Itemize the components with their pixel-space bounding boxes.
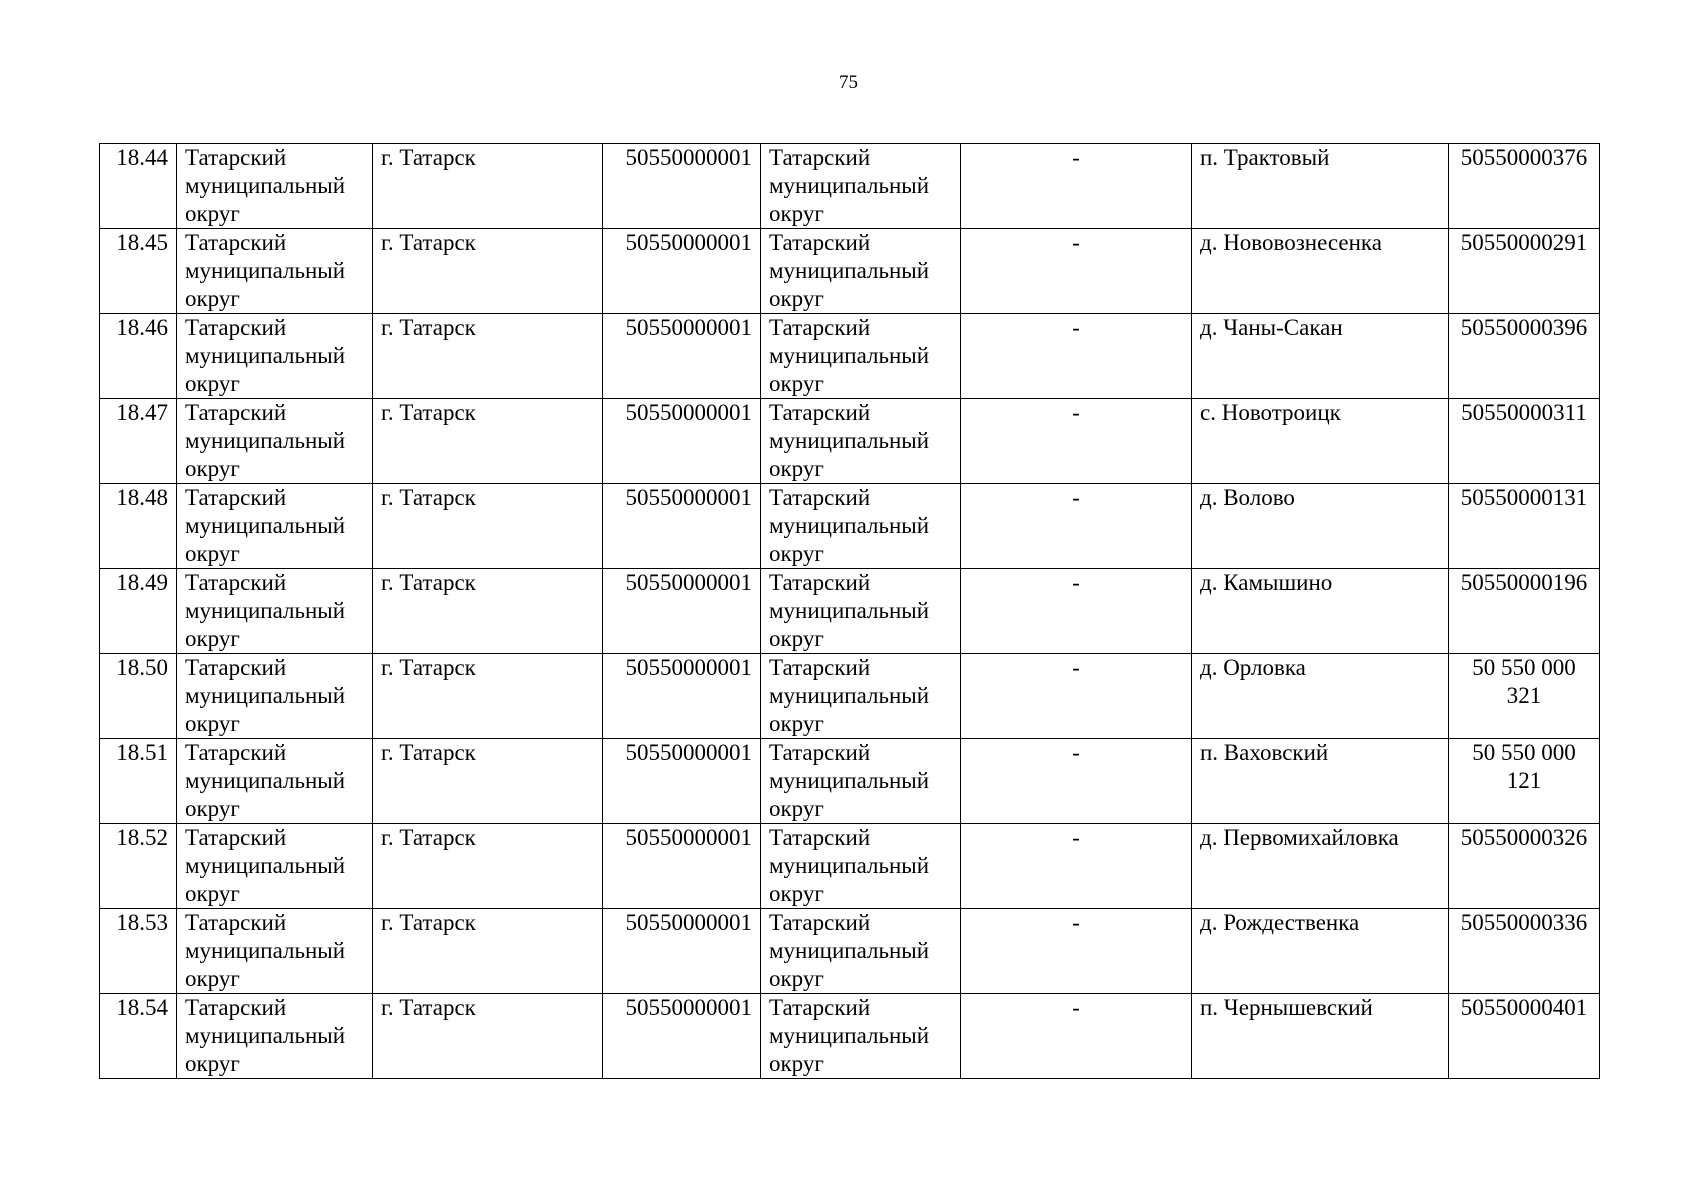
- admin-center-code-cell: 50550000001: [603, 909, 761, 994]
- municipality-name-cell: Татарский муниципальный округ: [761, 909, 961, 994]
- table-row: [100, 229, 1600, 314]
- table-row: [100, 654, 1600, 739]
- settlement-name-cell: -: [961, 739, 1192, 824]
- row-number-cell: 18.53: [100, 909, 177, 994]
- admin-center-cell: г. Татарск: [373, 994, 603, 1079]
- admin-center-code-cell: 50550000001: [603, 484, 761, 569]
- district-name-cell: Татарский муниципальный округ: [177, 654, 373, 739]
- settlement-name-cell: -: [961, 399, 1192, 484]
- municipality-name-cell: Татарский муниципальный округ: [761, 144, 961, 229]
- admin-center-cell: г. Татарск: [373, 484, 603, 569]
- municipality-name-cell: Татарский муниципальный округ: [761, 739, 961, 824]
- admin-center-cell: г. Татарск: [373, 824, 603, 909]
- table-row: [100, 399, 1600, 484]
- settlement-name-cell: -: [961, 314, 1192, 399]
- locality-name-cell: д. Орловка: [1192, 654, 1449, 739]
- admin-center-cell: г. Татарск: [373, 314, 603, 399]
- locality-name-cell: п. Ваховский: [1192, 739, 1449, 824]
- locality-name-cell: п. Чернышевский: [1192, 994, 1449, 1079]
- locality-code-cell: 50550000326: [1449, 824, 1600, 909]
- table-row: [100, 739, 1600, 824]
- locality-code-cell: 50550000401: [1449, 994, 1600, 1079]
- row-number-cell: 18.48: [100, 484, 177, 569]
- locality-code-cell: 50550000376: [1449, 144, 1600, 229]
- row-number-cell: 18.52: [100, 824, 177, 909]
- admin-center-code-cell: 50550000001: [603, 824, 761, 909]
- locality-name-cell: д. Нововознесенка: [1192, 229, 1449, 314]
- district-name-cell: Татарский муниципальный округ: [177, 144, 373, 229]
- page-number: 75: [839, 72, 858, 93]
- settlements-table: [99, 143, 1600, 1079]
- row-number-cell: 18.49: [100, 569, 177, 654]
- table-row: [100, 569, 1600, 654]
- locality-name-cell: д. Первомихайловка: [1192, 824, 1449, 909]
- admin-center-cell: г. Татарск: [373, 569, 603, 654]
- settlement-name-cell: -: [961, 229, 1192, 314]
- admin-center-cell: г. Татарск: [373, 654, 603, 739]
- district-name-cell: Татарский муниципальный округ: [177, 994, 373, 1079]
- district-name-cell: Татарский муниципальный округ: [177, 484, 373, 569]
- locality-name-cell: с. Новотроицк: [1192, 399, 1449, 484]
- admin-center-code-cell: 50550000001: [603, 144, 761, 229]
- locality-code-cell: 50550000291: [1449, 229, 1600, 314]
- table-row: [100, 484, 1600, 569]
- district-name-cell: Татарский муниципальный округ: [177, 739, 373, 824]
- locality-code-cell: 50550000336: [1449, 909, 1600, 994]
- locality-code-cell: 50550000131: [1449, 484, 1600, 569]
- municipality-name-cell: Татарский муниципальный округ: [761, 399, 961, 484]
- table-body: [100, 144, 1600, 1079]
- municipality-name-cell: Татарский муниципальный округ: [761, 484, 961, 569]
- settlement-name-cell: -: [961, 909, 1192, 994]
- settlement-name-cell: -: [961, 824, 1192, 909]
- settlement-name-cell: -: [961, 144, 1192, 229]
- row-number-cell: 18.44: [100, 144, 177, 229]
- municipality-name-cell: Татарский муниципальный округ: [761, 569, 961, 654]
- locality-name-cell: п. Трактовый: [1192, 144, 1449, 229]
- locality-name-cell: д. Рождественка: [1192, 909, 1449, 994]
- municipality-name-cell: Татарский муниципальный округ: [761, 994, 961, 1079]
- admin-center-code-cell: 50550000001: [603, 569, 761, 654]
- locality-code-cell: 50 550 000 321: [1449, 654, 1600, 739]
- locality-name-cell: д. Камышино: [1192, 569, 1449, 654]
- district-name-cell: Татарский муниципальный округ: [177, 229, 373, 314]
- admin-center-code-cell: 50550000001: [603, 399, 761, 484]
- district-name-cell: Татарский муниципальный округ: [177, 314, 373, 399]
- settlement-name-cell: -: [961, 569, 1192, 654]
- table-row: [100, 144, 1600, 229]
- row-number-cell: 18.45: [100, 229, 177, 314]
- admin-center-cell: г. Татарск: [373, 399, 603, 484]
- locality-code-cell: 50550000311: [1449, 399, 1600, 484]
- admin-center-code-cell: 50550000001: [603, 229, 761, 314]
- municipality-name-cell: Татарский муниципальный округ: [761, 314, 961, 399]
- admin-center-code-cell: 50550000001: [603, 994, 761, 1079]
- locality-code-cell: 50550000196: [1449, 569, 1600, 654]
- table-row: [100, 909, 1600, 994]
- settlement-name-cell: -: [961, 654, 1192, 739]
- municipality-name-cell: Татарский муниципальный округ: [761, 229, 961, 314]
- row-number-cell: 18.51: [100, 739, 177, 824]
- municipality-name-cell: Татарский муниципальный округ: [761, 824, 961, 909]
- row-number-cell: 18.46: [100, 314, 177, 399]
- admin-center-code-cell: 50550000001: [603, 314, 761, 399]
- locality-code-cell: 50550000396: [1449, 314, 1600, 399]
- settlement-name-cell: -: [961, 484, 1192, 569]
- admin-center-cell: г. Татарск: [373, 144, 603, 229]
- district-name-cell: Татарский муниципальный округ: [177, 569, 373, 654]
- settlement-name-cell: -: [961, 994, 1192, 1079]
- admin-center-code-cell: 50550000001: [603, 739, 761, 824]
- row-number-cell: 18.47: [100, 399, 177, 484]
- district-name-cell: Татарский муниципальный округ: [177, 824, 373, 909]
- district-name-cell: Татарский муниципальный округ: [177, 399, 373, 484]
- municipality-name-cell: Татарский муниципальный округ: [761, 654, 961, 739]
- admin-center-cell: г. Татарск: [373, 909, 603, 994]
- district-name-cell: Татарский муниципальный округ: [177, 909, 373, 994]
- admin-center-cell: г. Татарск: [373, 739, 603, 824]
- locality-code-cell: 50 550 000 121: [1449, 739, 1600, 824]
- admin-center-cell: г. Татарск: [373, 229, 603, 314]
- table-row: [100, 314, 1600, 399]
- table-row: [100, 824, 1600, 909]
- table-row: [100, 994, 1600, 1079]
- row-number-cell: 18.54: [100, 994, 177, 1079]
- locality-name-cell: д. Волово: [1192, 484, 1449, 569]
- admin-center-code-cell: 50550000001: [603, 654, 761, 739]
- locality-name-cell: д. Чаны-Сакан: [1192, 314, 1449, 399]
- row-number-cell: 18.50: [100, 654, 177, 739]
